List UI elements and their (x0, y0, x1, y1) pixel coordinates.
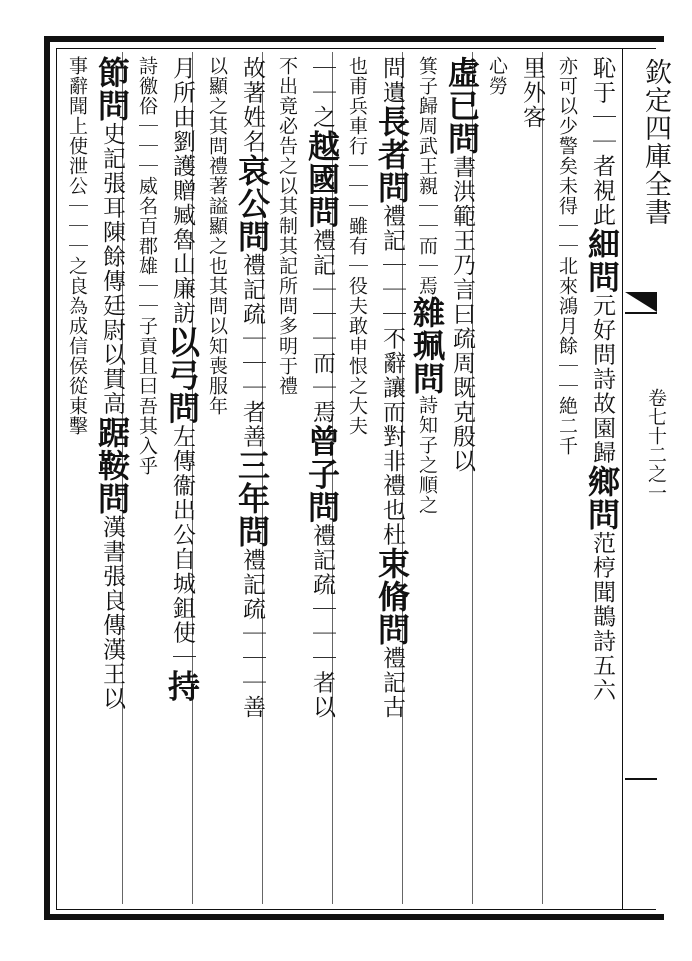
headword: 踞鞍問 (93, 416, 131, 515)
headword: 虛已問 (443, 56, 481, 155)
fish-tail-rule (625, 312, 657, 314)
text-segment: 禮記疏｜｜｜者善 (239, 253, 265, 449)
headword: 哀公問 (233, 154, 271, 253)
text-segment: 不出竟 (276, 56, 298, 116)
text-segment: 必告之以其制 (276, 116, 298, 236)
text-segment: ｜｜之 (309, 56, 335, 130)
headword: 長者問 (373, 105, 411, 204)
headword: 束脩問 (373, 547, 411, 646)
text-segment: 禮記疏｜｜｜者以 (309, 523, 335, 720)
margin-rule (625, 778, 657, 780)
text-segment: 故著姓名 (239, 56, 265, 154)
text-segment: 范梈聞鵲詩五六 (589, 531, 615, 703)
text-segment: 詩知子之順之 (416, 395, 438, 515)
headword: 雜珮問 (408, 296, 446, 395)
text-segment: ｜｜子貢且曰吾其入乎 (136, 276, 158, 476)
text-segment: 事辭聞上使泄公｜｜｜之 (66, 56, 88, 276)
text-segment: 月餘｜｜絶二千 (556, 316, 578, 456)
headword: 鄉問 (583, 465, 621, 531)
text-segment: 禮記｜｜｜而｜焉 (309, 228, 335, 425)
text-segment: 禮記｜｜｜不辭讓而對非禮也杜 (379, 204, 405, 547)
text-segment: 以顯之 (206, 56, 228, 116)
text-segment: 元好問詩故園歸 (589, 293, 615, 465)
headword: 三年問 (233, 449, 271, 548)
text-segment: 里外客 (519, 56, 545, 130)
text-segment: 左傳衞出公自城鉏使｜ (169, 424, 195, 670)
headword: 節問 (93, 56, 131, 122)
fish-tail-mark (625, 292, 657, 312)
text-body (60, 52, 620, 904)
volume-label: 卷七十二之一 (645, 388, 667, 502)
text-segment: 詩徼俗｜｜｜威名百郡雄 (136, 56, 158, 276)
text-segment: 良為成信侯從東擊 (66, 276, 88, 436)
text-segment: 未得｜｜北來鴻 (556, 176, 578, 316)
text-segment: 之大夫 (346, 376, 368, 436)
text-segment: 亦可以少警矣 (556, 56, 578, 176)
text-segment: 問遺 (379, 56, 405, 105)
text-column (54, 56, 100, 902)
text-segment: 其記所問多明于禮 (276, 236, 298, 396)
headword: 越國問 (303, 129, 341, 229)
text-segment: 箕子歸周武王親｜｜而｜焉 (416, 56, 438, 296)
text-segment: 書洪範王乃言曰疏周既克殷以 (449, 155, 475, 474)
text-segment: 也 (346, 56, 368, 76)
text-segment: 漢書張良傳漢王以 (99, 515, 125, 711)
text-segment: 心勞 (486, 56, 508, 96)
text-segment: 其問禮著謚顯之也 (206, 116, 228, 276)
text-segment: 月所由劉護贈臧魯山廉訪 (169, 56, 195, 326)
text-segment: 其問以知喪服年 (206, 276, 228, 416)
text-segment: 禮記古 (379, 646, 405, 720)
headword: 以弓問 (163, 325, 201, 425)
text-segment: 史記張耳陳餘傳廷尉以貫高 (99, 122, 125, 416)
text-segment: 恥于｜｜者視此 (589, 56, 615, 228)
text-segment: 甫兵車行｜｜｜雖有｜役夫敢申恨 (346, 76, 368, 376)
headword: 細問 (583, 227, 621, 294)
text-segment: 禮記疏｜｜｜善 (239, 548, 265, 720)
headword: 曾子問 (303, 424, 341, 524)
headword: 持 (163, 669, 201, 703)
book-title: 欽定四庫全書 (640, 58, 671, 226)
